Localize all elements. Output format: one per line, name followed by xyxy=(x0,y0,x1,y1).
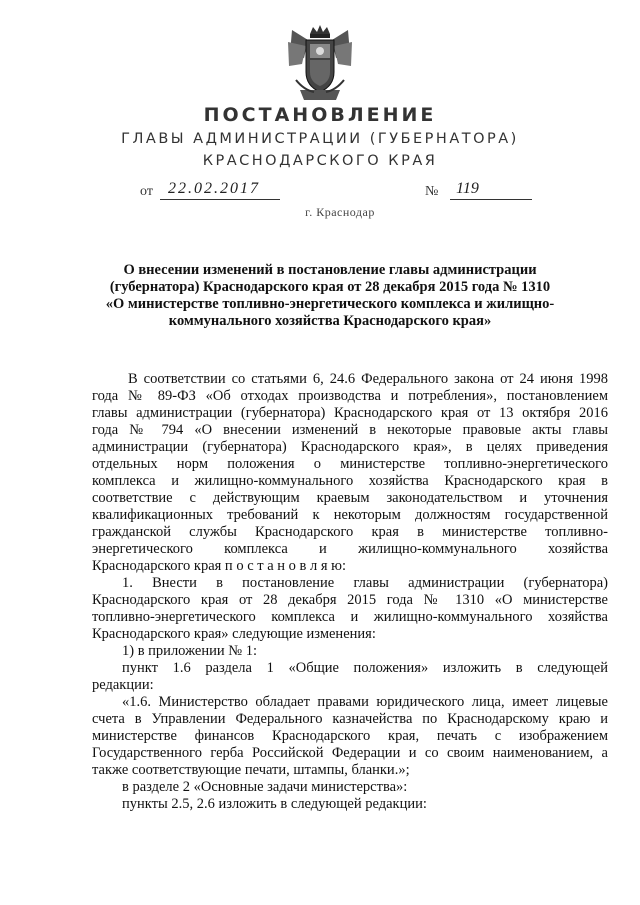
body-line: пункты 2.5, 2.6 изложить в следующей редакции: xyxy=(122,796,427,812)
city-label: г. Краснодар xyxy=(305,205,375,219)
body-line: В соответствии со статьями 6, 24.6 Федерального закона от 24 июня 1998 xyxy=(128,371,608,387)
body-line: редакции: xyxy=(92,677,154,693)
body-line: топливно-энергетического комплекса и жилищно-коммунального хозяйства xyxy=(92,609,608,625)
body-line: Государственного герба Российской Федерации и со своим наименованием, а xyxy=(92,745,608,761)
title-line: «О министерстве топливно-энергетического комплекса и жилищно- xyxy=(105,296,555,312)
document-title xyxy=(100,262,560,330)
date-number-row xyxy=(0,182,640,204)
document-date: 22.02.2017 xyxy=(168,180,260,197)
body-line: 1) в приложении № 1: xyxy=(122,643,257,659)
document-number: 119 xyxy=(456,180,479,197)
body-line: Краснодарского края п о с т а н о в л я ю: xyxy=(92,558,347,574)
body-line: года № 794 «О внесении изменений в некоторые правовые акты главы xyxy=(92,422,608,438)
authority-heading: ГЛАВЫ АДМИНИСТРАЦИИ (ГУБЕРНАТОРА) xyxy=(121,131,519,147)
body-line: также соответствующие печати, штампы, бланки.»; xyxy=(92,762,410,778)
document-type-heading: ПОСТАНОВЛЕНИЕ xyxy=(203,104,437,126)
body-line: Краснодарского края» следующие изменения: xyxy=(92,626,376,642)
body-line: министерстве финансов Краснодарского края, печать с изображением xyxy=(92,728,608,744)
title-line: коммунального хозяйства Краснодарского края» xyxy=(168,313,492,329)
region-heading: КРАСНОДАРСКОГО КРАЯ xyxy=(202,153,438,169)
body-line: отдельных норм положения о министерстве топливно-энергетического xyxy=(92,456,608,472)
body-line: пункт 1.6 раздела 1 «Общие положения» изложить в следующей xyxy=(122,660,608,676)
date-prefix: от xyxy=(140,184,153,199)
number-underline xyxy=(450,199,532,200)
title-line: (губернатора) Краснодарского края от 28 декабря 2015 года № 1310 xyxy=(109,279,551,295)
body-line: «1.6. Министерство обладает правами юридического лица, имеет лицевые xyxy=(122,694,608,710)
body-line: 1. Внести в постановление главы администрации (губернатора) xyxy=(122,575,608,591)
coat-of-arms-icon xyxy=(286,24,354,104)
document-body xyxy=(92,371,608,813)
body-line: квалификационных требований к некоторым должностям государственной xyxy=(92,507,608,523)
body-line: главы администрации (губернатора) Краснодарского края от 13 октября 2016 xyxy=(92,405,608,421)
body-line: года № 89-ФЗ «Об отходах производства и потребления», постановлением xyxy=(92,388,608,404)
body-line: энергетического комплекса и жилищно-коммунального хозяйства xyxy=(92,541,608,557)
body-line: в разделе 2 «Основные задачи министерства»: xyxy=(122,779,408,795)
date-underline xyxy=(160,199,280,200)
title-line: О внесении изменений в постановление главы администрации xyxy=(123,262,537,278)
body-line: комплекса и жилищно-коммунального хозяйства Краснодарского края в xyxy=(92,473,608,489)
body-line: Краснодарского края от 28 декабря 2015 года № 1310 «О министерстве xyxy=(92,592,608,608)
number-prefix: № xyxy=(425,184,439,199)
body-line: администрации (губернатора) Краснодарского края», в целях приведения xyxy=(92,439,608,455)
body-line: гражданской службы Краснодарского края в министерстве топливно- xyxy=(92,524,608,540)
body-line: счета в Управлении Федерального казначейства по Краснодарскому краю и xyxy=(92,711,608,727)
body-line: соответствие с действующим краевым законодательством и уточнения xyxy=(92,490,608,506)
